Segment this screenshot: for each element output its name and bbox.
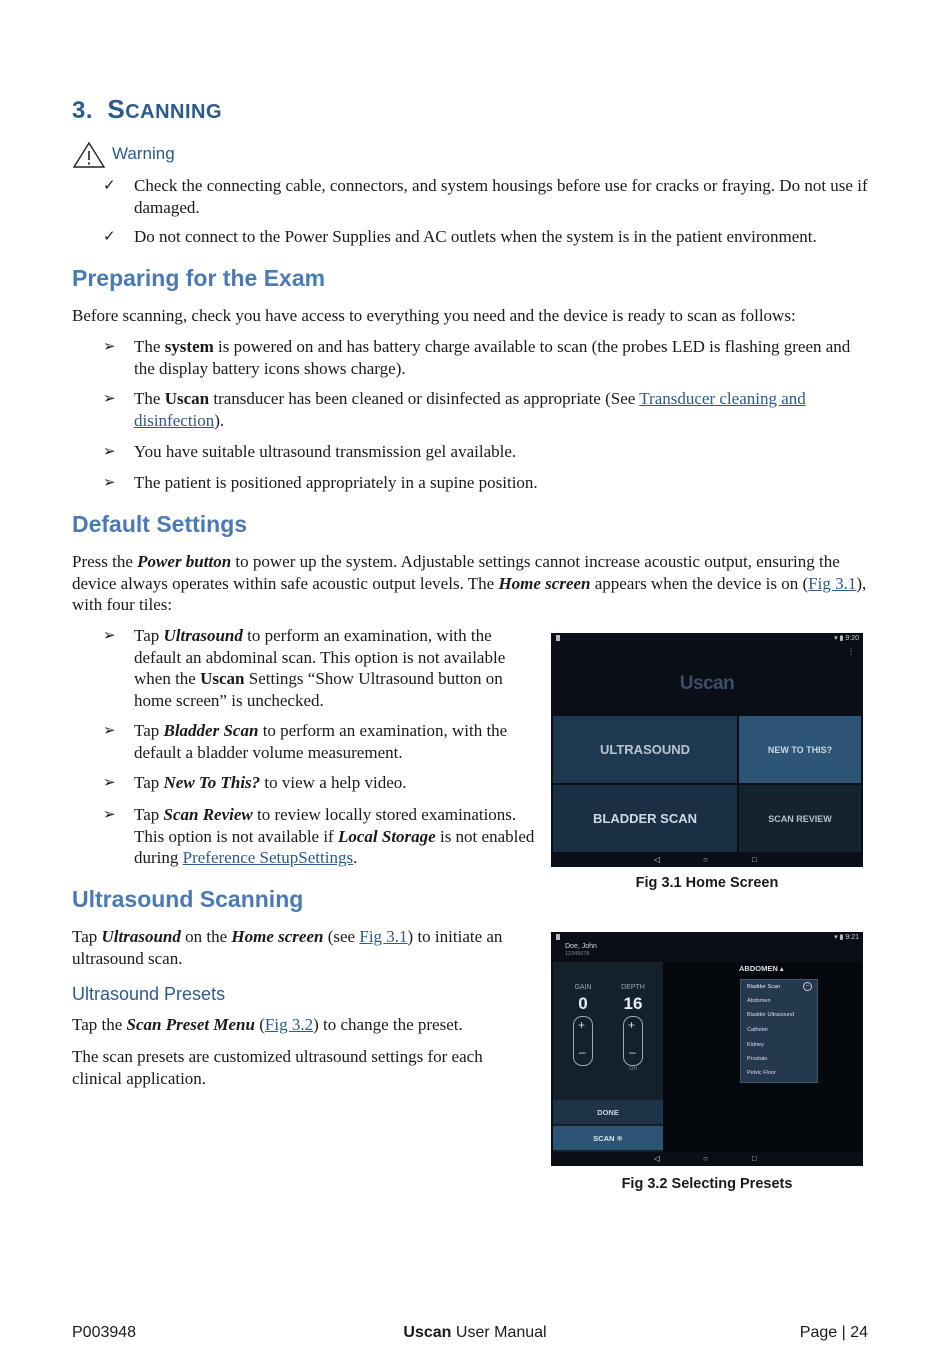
footer-doc-id: P003948 (72, 1324, 137, 1341)
depth-unit: cm (629, 1066, 637, 1072)
status-time: ▾ ▮ 9:20 (834, 635, 859, 642)
check-icon: ✓ (103, 176, 116, 194)
link-transducer-cleaning[interactable]: Transducer cleaning and disinfection (134, 389, 806, 430)
list-item: ➢ Tap Ultrasound to perform an examination, with the default an abdominal scan. This option is not available when the Uscan Settings “Show Ultrasound button on home screen” is unchecked. (103, 626, 506, 710)
patient-id: 12345678 (565, 951, 590, 957)
collapse-icon[interactable]: – (803, 982, 812, 991)
arrow-bullet-icon: ➢ (103, 473, 116, 491)
list-item: ➢ The Uscan transducer has been cleaned or disinfected as appropriate (See Transducer cleaning and disinfection). (103, 389, 806, 430)
preset-item[interactable]: Catheter (747, 1027, 769, 1033)
back-icon[interactable]: ◁ (654, 855, 661, 864)
warning-item: ✓ Do not connect to the Power Supplies and AC outlets when the system is in the patient environment. (103, 227, 817, 246)
preparing-intro: Before scanning, check you have access to everything you need and the device is ready to scan as follows: (72, 306, 796, 325)
defaults-intro: Press the Power button to power up the system. Adjustable settings cannot increase acoustic output, ensuring the device always operates within safe acoustic output levels. The Home screen appears when the device is on (Fig 3.1), with four tiles: (72, 552, 867, 614)
section-heading-scanning: Ultrasound Scanning (72, 886, 304, 912)
arrow-bullet-icon: ➢ (103, 773, 116, 791)
overflow-menu-icon: ⋮ (847, 647, 855, 656)
tile-ultrasound[interactable]: ULTRASOUND (553, 716, 737, 783)
arrow-bullet-icon: ➢ (103, 626, 116, 644)
section-heading-preparing: Preparing for the Exam (72, 265, 326, 291)
list-item: ➢ Tap Scan Review to review locally stored examinations. This option is not available if Local Storage is not enabled during Preference SetupSettings. (103, 805, 535, 867)
home-icon[interactable]: ○ (703, 855, 708, 864)
back-icon[interactable]: ◁ (654, 1154, 661, 1163)
preset-menu[interactable] (740, 979, 818, 1083)
depth-stepper[interactable] (623, 1016, 643, 1066)
tile-scan-review[interactable]: SCAN REVIEW (739, 785, 861, 852)
presets-text: Tap the Scan Preset Menu (Fig 3.2) to change the preset. (72, 1015, 463, 1034)
done-button[interactable]: DONE (553, 1100, 663, 1124)
list-item: ➢ Tap New To This? to view a help video. (103, 773, 407, 792)
warning-item: ✓ Check the connecting cable, connectors, and system housings before use for cracks or fraying. Do not use if damaged. (103, 176, 868, 217)
footer-title: Uscan User Manual (403, 1324, 547, 1341)
preset-item[interactable]: Bladder Ultrasound (747, 1012, 795, 1018)
uscan-logo: Uscan (679, 673, 735, 694)
figure-caption: Fig 3.2 Selecting Presets (621, 1176, 793, 1192)
link-fig-3-1[interactable]: Fig 3.1 (808, 573, 857, 593)
home-icon[interactable]: ○ (703, 1154, 708, 1163)
arrow-bullet-icon: ➢ (103, 442, 116, 460)
preset-item[interactable]: Prostate (747, 1056, 768, 1062)
lock-icon (556, 635, 560, 641)
gain-label: GAIN (574, 984, 592, 991)
figure-home-screen (551, 633, 863, 867)
warning-icon (72, 141, 106, 169)
presets-description: The scan presets are customized ultrasound settings for each clinical application. (72, 1047, 483, 1088)
patient-name: Doe, John (565, 943, 597, 950)
preset-menu-title[interactable]: ABDOMEN ▴ (739, 964, 784, 973)
nav-bar (551, 1153, 863, 1166)
plus-icon[interactable]: + (578, 1018, 586, 1032)
figure-selecting-presets (551, 932, 863, 1166)
tile-new-to-this[interactable]: NEW TO THIS? (739, 716, 861, 783)
recents-icon[interactable]: □ (752, 1154, 757, 1163)
recents-icon[interactable]: □ (752, 855, 757, 864)
plus-icon[interactable]: + (628, 1018, 636, 1032)
section-heading-defaults: Default Settings (72, 511, 248, 537)
list-item: ➢ The patient is positioned appropriately in a supine position. (103, 473, 538, 492)
preset-item[interactable]: Kidney (747, 1042, 764, 1048)
status-time: ▾ ▮ 9:21 (834, 934, 859, 941)
scan-button[interactable]: SCAN ❄ (553, 1126, 663, 1150)
depth-value: 16 (623, 994, 643, 1013)
lock-icon (556, 934, 560, 940)
minus-icon[interactable]: – (579, 1045, 586, 1059)
status-bar (551, 633, 863, 645)
tile-bladder-scan[interactable]: BLADDER SCAN (553, 785, 737, 852)
figure-caption: Fig 3.1 Home Screen (635, 875, 779, 891)
list-item: ➢ The system is powered on and has battery charge available to scan (the probes LED is flashing green and the display battery icons shows charge). (103, 337, 851, 378)
arrow-bullet-icon: ➢ (103, 337, 116, 355)
subsection-heading-presets: Ultrasound Presets (72, 984, 226, 1004)
chapter-heading: 3. SCANNING (72, 94, 223, 124)
footer-page-number: Page | 24 (799, 1324, 868, 1341)
list-item: ➢ You have suitable ultrasound transmission gel available. (103, 442, 517, 461)
nav-bar (551, 854, 863, 867)
scanning-intro: Tap Ultrasound on the Home screen (see Fig 3.1) to initiate an ultrasound scan. (72, 927, 503, 968)
preset-item[interactable]: Bladder Scan (747, 984, 781, 990)
list-item: ➢ Tap Bladder Scan to perform an examination, with the default a bladder volume measurement. (103, 721, 508, 762)
link-fig-3-1[interactable]: Fig 3.1 (359, 927, 408, 946)
check-icon: ✓ (103, 227, 116, 245)
preset-item[interactable]: Pelvic Floor (747, 1070, 776, 1076)
arrow-bullet-icon: ➢ (103, 721, 116, 739)
gain-value: 0 (578, 994, 588, 1013)
warning-label: Warning (112, 144, 175, 163)
depth-label: DEPTH (621, 984, 645, 991)
link-preference-setup[interactable]: Preference SetupSettings (182, 848, 354, 867)
gain-stepper[interactable] (573, 1016, 593, 1066)
arrow-bullet-icon: ➢ (103, 805, 116, 823)
minus-icon[interactable]: – (629, 1045, 636, 1059)
preset-item[interactable]: Abdomen (747, 998, 771, 1004)
link-fig-3-2[interactable]: Fig 3.2 (264, 1015, 314, 1034)
arrow-bullet-icon: ➢ (103, 389, 116, 407)
snowflake-icon: ❄ (616, 1133, 623, 1143)
